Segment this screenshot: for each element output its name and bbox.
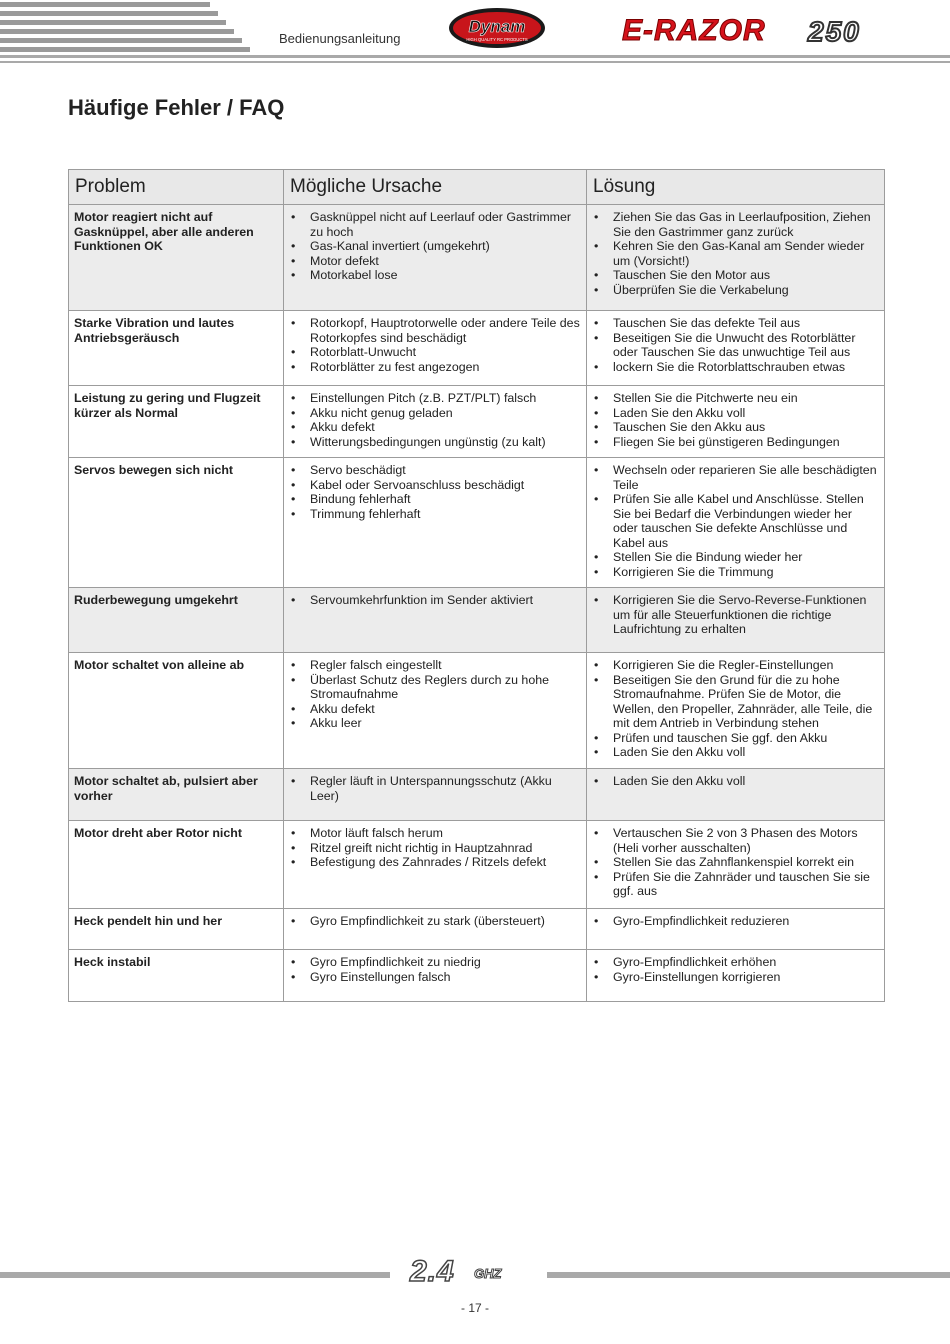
solution-list [592,658,879,760]
cause-list [289,316,581,374]
cause-cell [284,458,587,588]
problem-cell: Servos bewegen sich nicht [69,458,284,588]
badge-unit: GHZ [474,1266,502,1281]
cause-item: • Akku nicht genug geladen [289,406,581,421]
cause-cell [284,950,587,1002]
cause-cell [284,653,587,769]
problem-cell: Motor dreht aber Rotor nicht [69,821,284,909]
problem-cell: Motor schaltet von alleine ab [69,653,284,769]
column-header-cause: Mögliche Ursache [284,170,587,205]
cause-item: • Rotorblätter zu fest angezogen [289,360,581,375]
cause-item: • Akku leer [289,716,581,731]
solution-item: • Kehren Sie den Gas-Kanal am Sender wieder um (Vorsicht!) [592,239,879,268]
model-number: 250 [808,16,861,47]
cause-cell [284,311,587,386]
solution-item: • Tauschen Sie das defekte Teil aus [592,316,879,331]
cause-list [289,955,581,984]
solution-list [592,774,879,789]
document-label: Bedienungsanleitung [279,31,401,46]
cause-item: • Motor läuft falsch herum [289,826,581,841]
cause-cell [284,386,587,458]
solution-cell [587,769,885,821]
solution-item: • Überprüfen Sie die Verkabelung [592,283,879,298]
cause-item: • Einstellungen Pitch (z.B. PZT/PLT) falsch [289,391,581,406]
problem-cell: Heck instabil [69,950,284,1002]
solution-list [592,914,879,929]
solution-cell [587,653,885,769]
cause-cell [284,769,587,821]
problem-cell: Leistung zu gering und Flugzeit kürzer als Normal [69,386,284,458]
cause-cell [284,588,587,653]
solution-item: • Korrigieren Sie die Trimmung [592,565,879,580]
cause-list [289,463,581,521]
dynam-tagline: HIGH QUALITY RC PRODUCTS [466,37,528,42]
solution-item: • Stellen Sie die Bindung wieder her [592,550,879,565]
solution-list [592,391,879,449]
solution-item: • Tauschen Sie den Akku aus [592,420,879,435]
solution-item: • Beseitigen Sie die Unwucht des Rotorblätter oder Tauschen Sie das unwuchtige Teil aus [592,331,879,360]
table-row [69,205,885,311]
problem-cell: Heck pendelt hin und her [69,909,284,950]
cause-list [289,826,581,870]
solution-item: • Gyro-Empfindlichkeit erhöhen [592,955,879,970]
cause-list [289,658,581,731]
header-rule-thin [0,61,950,63]
solution-cell [587,386,885,458]
solution-list [592,316,879,374]
2-4-ghz-badge [410,1255,530,1291]
cause-cell [284,205,587,311]
cause-list [289,210,581,283]
cause-item: • Gasknüppel nicht auf Leerlauf oder Gastrimmer zu hoch [289,210,581,239]
header-rule [0,55,950,58]
solution-item: • Korrigieren Sie die Regler-Einstellungen [592,658,879,673]
cause-item: • Regler falsch eingestellt [289,658,581,673]
cause-item: • Überlast Schutz des Reglers durch zu hohe Stromaufnahme [289,673,581,702]
problem-cell: Ruderbewegung umgekehrt [69,588,284,653]
solution-item: • Korrigieren Sie die Servo-Reverse-Funktionen um für alle Steuerfunktionen die richtige Laufrichtung zu erhalten [592,593,879,637]
faq-table [68,169,885,1002]
column-header-solution: Lösung [587,170,885,205]
solution-list [592,593,879,637]
e-razor-logo-text: E-RAZOR [622,14,766,47]
cause-item: • Servoumkehrfunktion im Sender aktiviert [289,593,581,608]
cause-item: • Bindung fehlerhaft [289,492,581,507]
solution-item: • Prüfen und tauschen Sie ggf. den Akku [592,731,879,746]
cause-item: • Gyro Empfindlichkeit zu stark (übersteuert) [289,914,581,929]
solution-cell [587,205,885,311]
cause-item: • Kabel oder Servoanschluss beschädigt [289,478,581,493]
problem-cell: Motor reagiert nicht auf Gasknüppel, aber alle anderen Funktionen OK [69,205,284,311]
table-row [69,458,885,588]
solution-item: • Beseitigen Sie den Grund für die zu hohe Stromaufnahme. Prüfen Sie de Motor, die Wellen, den Propeller, Zahnräder, alle Teile, die mit dem Antrieb in Verbindung stehen [592,673,879,731]
table-body [69,205,885,1002]
table-row [69,311,885,386]
solution-list [592,210,879,297]
solution-item: • Fliegen Sie bei günstigeren Bedingungen [592,435,879,450]
solution-cell [587,909,885,950]
table-row [69,653,885,769]
cause-item: • Akku defekt [289,702,581,717]
cause-item: • Rotorblatt-Unwucht [289,345,581,360]
solution-item: • lockern Sie die Rotorblattschrauben etwas [592,360,879,375]
dynam-logo [447,6,547,50]
solution-item: • Vertauschen Sie 2 von 3 Phasen des Motors (Heli vorher ausschalten) [592,826,879,855]
table-row [69,386,885,458]
solution-cell [587,821,885,909]
solution-cell [587,311,885,386]
cause-list [289,391,581,449]
250-logo [808,16,888,46]
table-row [69,769,885,821]
cause-item: • Witterungsbedingungen ungünstig (zu kalt) [289,435,581,450]
solution-list [592,463,879,579]
cause-item: • Motorkabel lose [289,268,581,283]
cause-item: • Regler läuft in Unterspannungsschutz (Akku Leer) [289,774,581,803]
solution-list [592,955,879,984]
solution-item: • Stellen Sie die Pitchwerte neu ein [592,391,879,406]
cause-cell [284,909,587,950]
column-header-problem: Problem [69,170,284,205]
page-number: - 17 - [460,1301,489,1315]
table-row [69,821,885,909]
cause-list [289,914,581,929]
solution-item: • Stellen Sie das Zahnflankenspiel korrekt ein [592,855,879,870]
solution-item: • Prüfen Sie die Zahnräder und tauschen Sie sie ggf. aus [592,870,879,899]
cause-item: • Rotorkopf, Hauptrotorwelle oder andere Teile des Rotorkopfes sind beschädigt [289,316,581,345]
footer-rule-left [0,1272,390,1278]
footer-rule-right [547,1272,950,1278]
cause-item: • Motor defekt [289,254,581,269]
solution-cell [587,588,885,653]
solution-cell [587,950,885,1002]
solution-item: • Gyro-Empfindlichkeit reduzieren [592,914,879,929]
page-title: Häufige Fehler / FAQ [68,95,285,120]
solution-cell [587,458,885,588]
cause-item: • Trimmung fehlerhaft [289,507,581,522]
solution-item: • Ziehen Sie das Gas in Leerlaufposition, Ziehen Sie den Gastrimmer ganz zurück [592,210,879,239]
solution-item: • Laden Sie den Akku voll [592,406,879,421]
e-razor-logo [622,14,766,48]
solution-item: • Prüfen Sie alle Kabel und Anschlüsse. Stellen Sie bei Bedarf die Verbindungen wieder her oder tauschen Sie defekte Anschlüsse und Kabel aus [592,492,879,550]
solution-item: • Gyro-Einstellungen korrigieren [592,970,879,985]
cause-cell [284,821,587,909]
cause-list [289,593,581,608]
cause-item: • Gyro Einstellungen falsch [289,970,581,985]
header-stripes [0,2,260,58]
table-row [69,588,885,653]
problem-cell: Starke Vibration und lautes Antriebsgeräusch [69,311,284,386]
cause-list [289,774,581,803]
cause-item: • Akku defekt [289,420,581,435]
badge-number: 2.4 [410,1255,455,1288]
table-row [69,909,885,950]
table-row [69,950,885,1002]
cause-item: • Servo beschädigt [289,463,581,478]
solution-list [592,826,879,899]
cause-item: • Befestigung des Zahnrades / Ritzels defekt [289,855,581,870]
dynam-logo-text: Dynam [468,17,526,36]
table-header-row [69,170,885,205]
solution-item: • Wechseln oder reparieren Sie alle beschädigten Teile [592,463,879,492]
solution-item: • Tauschen Sie den Motor aus [592,268,879,283]
solution-item: • Laden Sie den Akku voll [592,774,879,789]
cause-item: • Gas-Kanal invertiert (umgekehrt) [289,239,581,254]
problem-cell: Motor schaltet ab, pulsiert aber vorher [69,769,284,821]
solution-item: • Laden Sie den Akku voll [592,745,879,760]
cause-item: • Ritzel greift nicht richtig in Hauptzahnrad [289,841,581,856]
cause-item: • Gyro Empfindlichkeit zu niedrig [289,955,581,970]
